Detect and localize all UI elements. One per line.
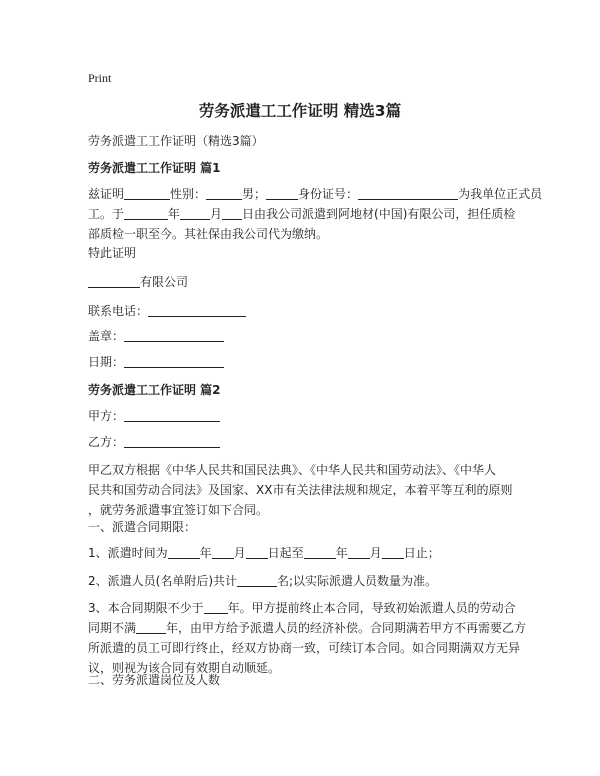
blank-end-year: [304, 545, 336, 559]
subtitle: 劳务派遣工工作证明（精选3篇）: [88, 134, 264, 148]
blank-end-day: [382, 545, 404, 559]
text-segment: 3、本合同期限不少于: [88, 601, 204, 615]
text-segment: 2、派遣人员(名单附后)共计: [88, 574, 237, 588]
clause1-item1: [88, 543, 518, 563]
date-line: [88, 352, 518, 372]
blank-contract-years: [136, 620, 166, 634]
blank-id-number: [358, 186, 458, 200]
section2-intro: [88, 460, 520, 520]
date-label: 日期：: [88, 355, 125, 369]
intro-row-3: ，就劳务派遣事宜签订如下合同。: [88, 503, 269, 517]
company-suffix: 有限公司: [140, 275, 189, 289]
text-segment: 同期不满: [88, 621, 137, 635]
text-segment: 男；: [242, 187, 267, 201]
special-note: 特此证明: [88, 246, 137, 260]
text-segment: 月: [233, 546, 246, 560]
item3-row-1: [88, 598, 520, 618]
blank-month: [180, 206, 210, 220]
blank-gender-2: [266, 186, 298, 200]
blank-end-month: [348, 545, 370, 559]
party-a-label: 甲方：: [88, 409, 125, 423]
seal-label: 盖章：: [88, 329, 125, 343]
intro-row-1: 甲乙双方根据《中华人民共和国民法典》、《中华人民共和国劳动法》、《中华人: [88, 463, 497, 477]
intro-row-2: 民共和国劳动合同法》及国家、XX市有关法律法规和规定，本着平等互利的原则: [88, 483, 513, 497]
blank-company: [88, 274, 140, 288]
section2-heading: 劳务派遣工工作证明 篇2: [88, 383, 221, 397]
clause1-item3: [88, 598, 527, 678]
text-segment: 日起至: [267, 546, 304, 560]
section1-row-3: 部质检一职至今。其社保由我公司代为缴纳。: [88, 227, 329, 241]
text-segment: 1、派遣时间为: [88, 546, 168, 560]
print-label: Print: [88, 71, 112, 85]
blank-start-month: [212, 545, 234, 559]
section1-row-2: [88, 204, 520, 224]
clause1-title: 一、派遣合同期限：: [88, 520, 197, 534]
text-segment: 兹证明: [88, 187, 125, 201]
text-segment: 为我单位正式员: [458, 187, 543, 201]
section1-row-1: [88, 184, 543, 204]
blank-party-b: [124, 434, 220, 448]
text-segment: 名;以实际派遣人员数量为准。: [277, 574, 438, 588]
phone-label: 联系电话：: [88, 304, 149, 318]
blank-name: [124, 186, 170, 200]
party-b-label: 乙方：: [88, 435, 125, 449]
text-segment: 年: [199, 546, 212, 560]
text-segment: 日由我公司派遣到阿地材(中国)有限公司，担任质检: [242, 207, 516, 221]
text-segment: 日止；: [403, 546, 440, 560]
party-a-line: [88, 406, 518, 426]
text-segment: 月: [210, 207, 223, 221]
blank-day: [222, 206, 242, 220]
item3-row-3: 所派遣的员工可即行终止，经双方协商一致，可续订本合同。如合同期满双方无异: [88, 641, 521, 655]
text-segment: 身份证号：: [298, 187, 359, 201]
section1-paragraph: [88, 184, 543, 244]
company-line: [88, 272, 518, 292]
text-segment: 月: [369, 546, 382, 560]
blank-gender: [206, 186, 242, 200]
party-b-line: [88, 432, 518, 452]
blank-phone: [148, 303, 246, 317]
blank-headcount: [237, 573, 277, 587]
page-title: 劳务派遣工工作证明 精选3篇: [198, 102, 402, 120]
text-segment: 性别：: [170, 187, 207, 201]
blank-party-a: [124, 408, 220, 422]
blank-seal: [124, 328, 224, 342]
blank-start-year: [168, 545, 200, 559]
blank-min-years: [204, 600, 228, 614]
blank-start-day: [246, 545, 268, 559]
clause1-item2: [88, 571, 518, 591]
item3-row-4: 议，则视为该合同有效期自动顺延。: [88, 661, 281, 675]
section1-heading: 劳务派遣工工作证明 篇1: [88, 161, 221, 175]
blank-date: [124, 354, 224, 368]
blank-year: [124, 206, 168, 220]
seal-line: [88, 326, 518, 346]
text-segment: 年: [168, 207, 181, 221]
item3-row-2: [88, 618, 527, 638]
clause2-title: 二、劳务派遣岗位及人数: [88, 673, 221, 687]
text-segment: 工。于: [88, 207, 125, 221]
text-segment: 年。甲方提前终止本合同，导致初始派遣人员的劳动合: [227, 601, 516, 615]
text-segment: 年，由甲方给予派遣人员的经济补偿。合同期满若甲方不再需要乙方: [166, 621, 527, 635]
phone-line: [88, 301, 518, 321]
text-segment: 年: [335, 546, 348, 560]
